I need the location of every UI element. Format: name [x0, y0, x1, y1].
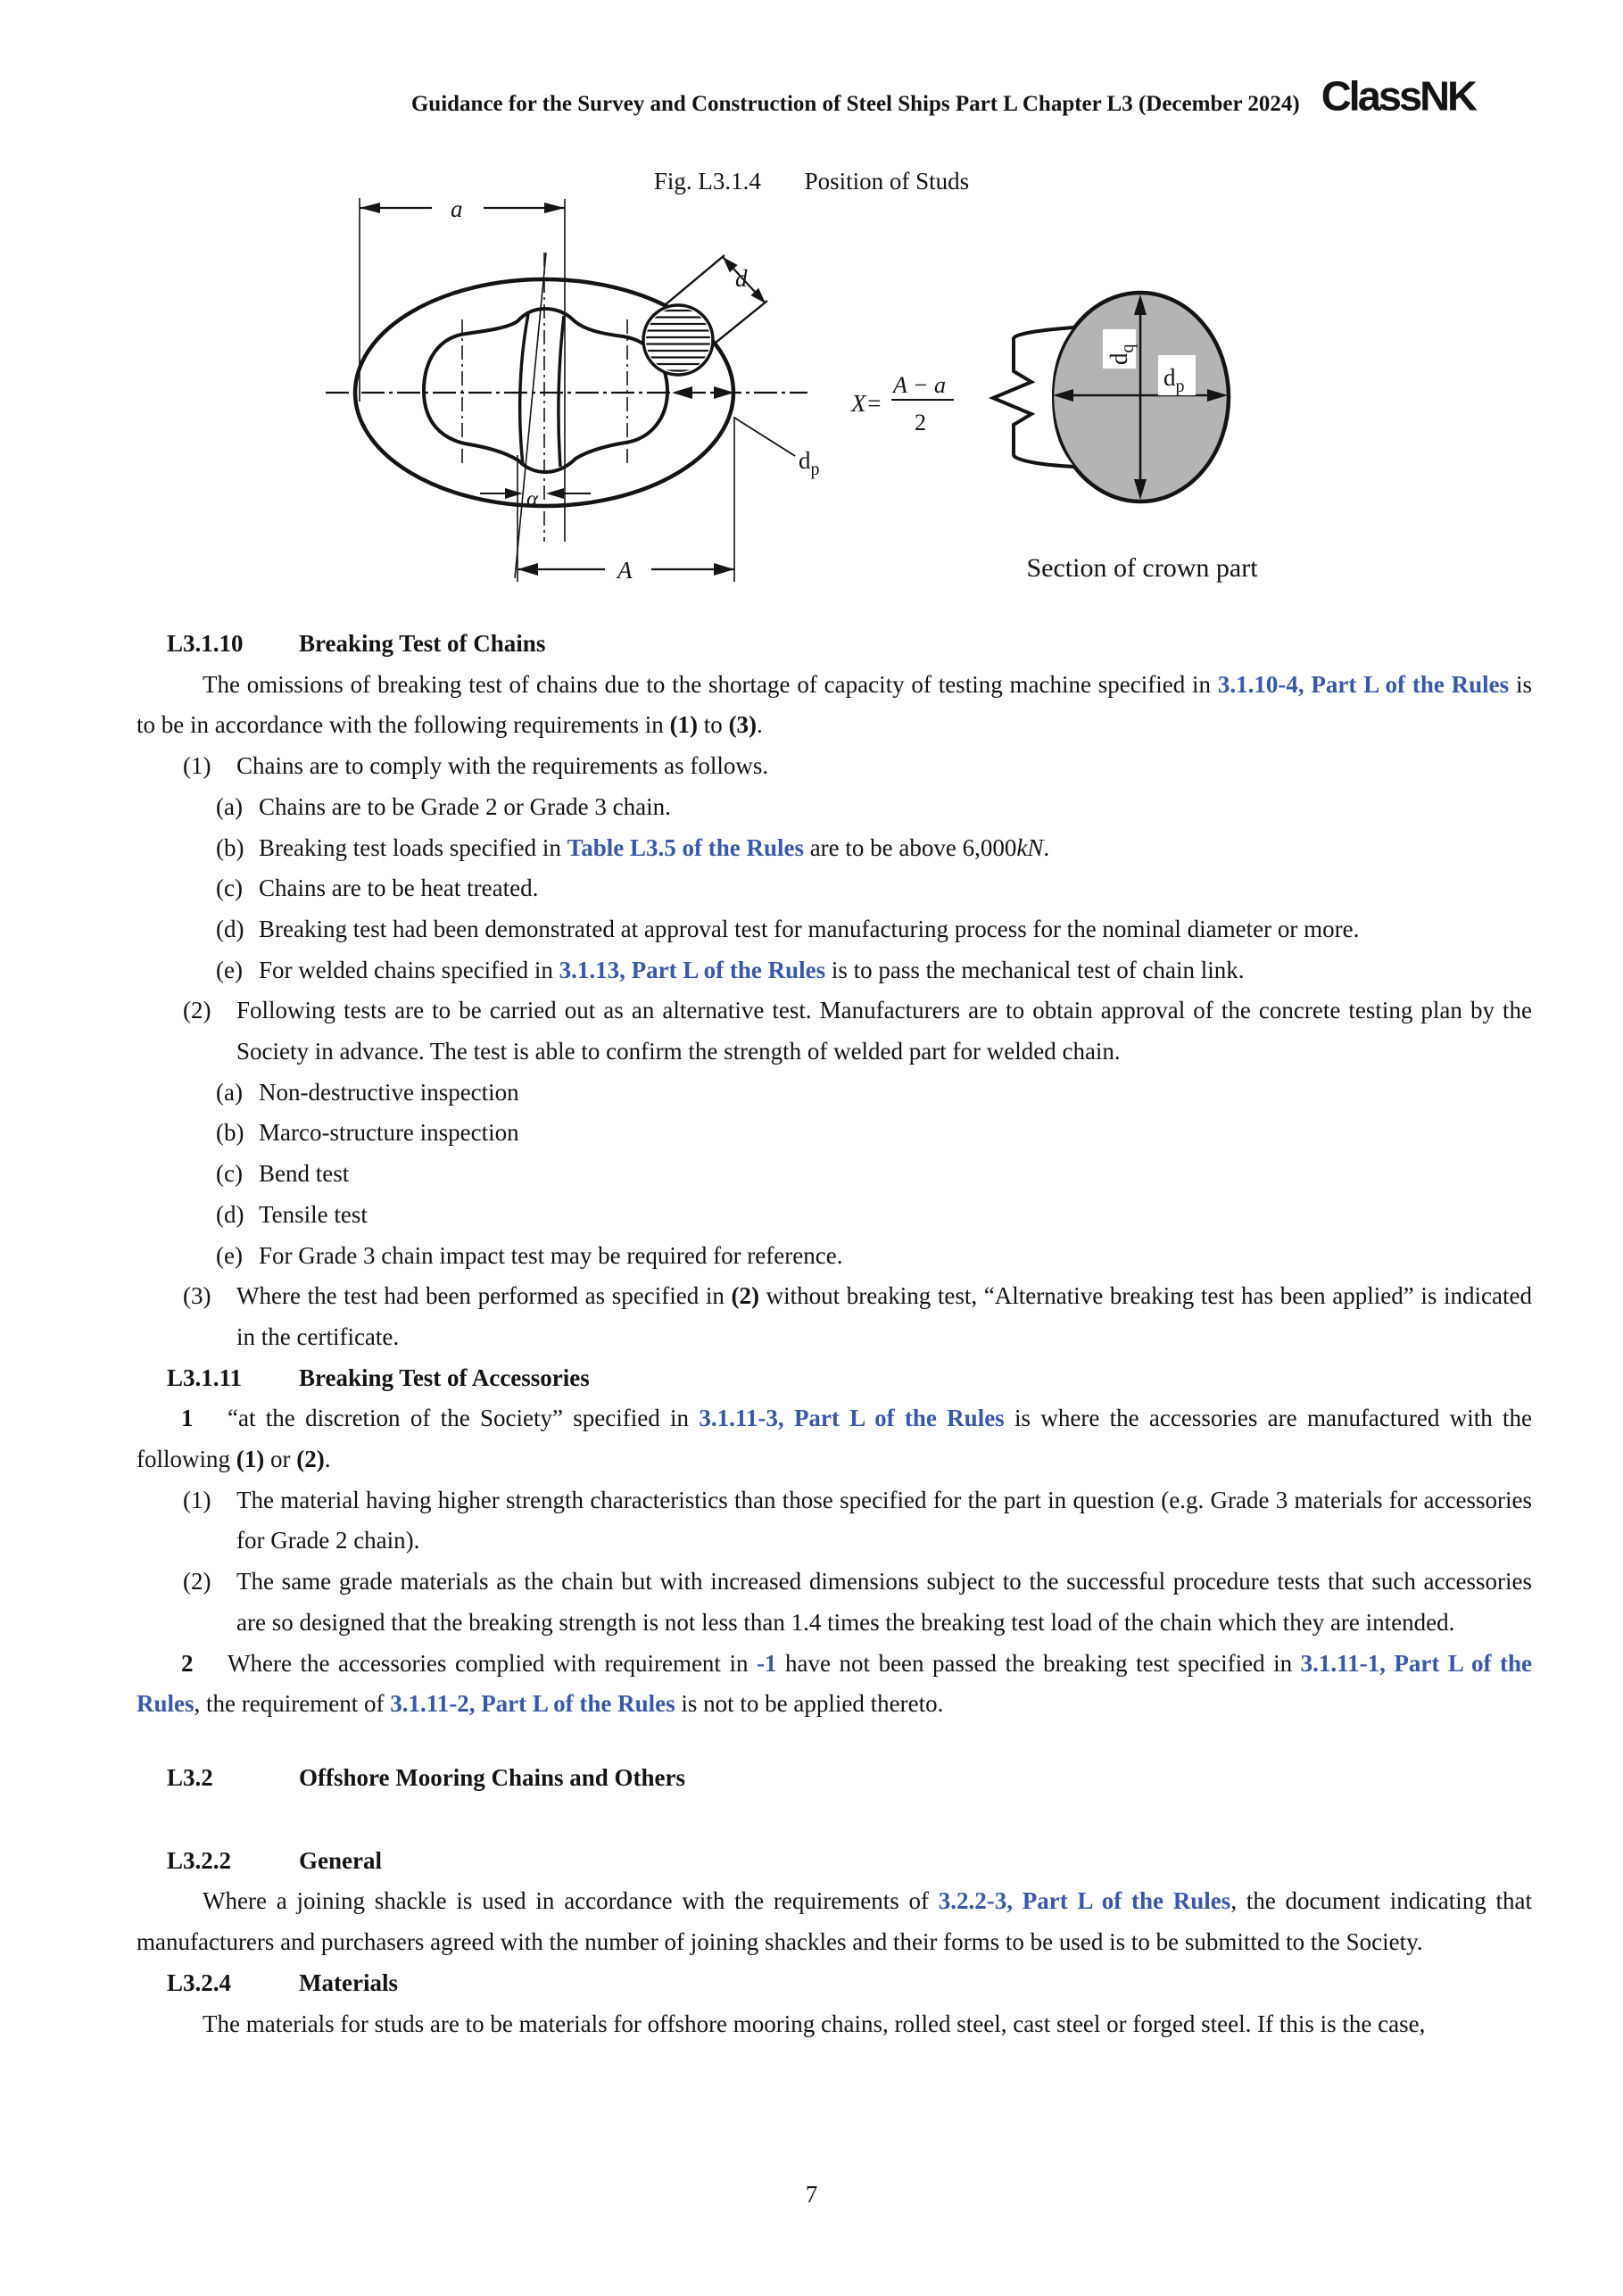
dim-dp-arrow-left [672, 386, 692, 399]
list-item-label: (b) [216, 833, 244, 861]
text-segment: Where the accessories complied with requirement in [228, 1649, 757, 1677]
text-segment: (3) [728, 711, 758, 739]
label-dq-crown: $d_q$ [1105, 344, 1138, 365]
text-segment: Where the test had been performed as specified in [236, 1282, 732, 1310]
text-segment: kN [1016, 833, 1044, 861]
figure-area [321, 196, 1338, 616]
dim-d-tangent-2 [711, 301, 767, 346]
sub-list-item [137, 1236, 1532, 1277]
list-item [137, 1562, 1532, 1643]
text-segment: is not to be applied thereto. [675, 1690, 944, 1718]
label-dp-crown: $d_p$ [1163, 364, 1185, 396]
alpha-arrow-left [505, 488, 523, 499]
sub-list-item [137, 1073, 1532, 1114]
dim-A-arrow-left [518, 563, 538, 576]
section-heading [137, 1841, 1532, 1882]
sub-list-item [137, 1154, 1532, 1195]
figure-caption-title: Position of Studs [804, 168, 970, 195]
list-item-label: (a) [216, 792, 243, 820]
text-segment: For Grade 3 chain impact test may be required for reference. [259, 1241, 843, 1269]
rule-reference: 3.1.11-1, Part L of the Rules [137, 1649, 1532, 1718]
text-segment: The material having higher strength characteristics than those specified for the part in question (e.g. Grade 3 materials for accessories for Grade 2 chain). [236, 1486, 1532, 1554]
text-segment: The omissions of breaking test of chains due to the shortage of capacity of testing machine specified in [203, 670, 1218, 698]
sub-list-item [137, 1195, 1532, 1236]
text-segment: Following tests are to be carried out as an alternative test. Manufacturers are to obtain approval of the concrete testing plan by the Society in advance. The test is able to confirm the strength of welded part for welded chain. [236, 997, 1532, 1065]
list-item-label: (e) [216, 1241, 243, 1269]
rule-reference: -1 [757, 1649, 777, 1677]
sub-list-item [137, 950, 1532, 991]
list-item-label: (1) [183, 752, 211, 780]
dim-a-arrow-right [544, 203, 565, 213]
label-a: a [451, 196, 463, 222]
sub-list-item [137, 787, 1532, 828]
text-segment: , the requirement of [194, 1690, 391, 1718]
text-segment: Tensile test [259, 1200, 368, 1228]
text-segment: Chains are to be heat treated. [259, 874, 539, 902]
label-A: A [617, 557, 633, 584]
formula-denominator: 2 [915, 410, 926, 435]
numbered-paragraph [137, 1398, 1532, 1480]
dim-A-arrow-right [714, 563, 734, 576]
chain-link-diagram [326, 198, 807, 582]
list-item-label: (d) [216, 915, 244, 942]
dim-dp-leader [734, 418, 795, 456]
sub-list-item [137, 909, 1532, 950]
stud-right-flank [559, 316, 564, 467]
list-item-label: (d) [216, 1200, 244, 1228]
list-item-label: (2) [183, 1568, 211, 1596]
numbered-paragraph [137, 1644, 1532, 1725]
section-heading [137, 1358, 1532, 1399]
paragraph-number: 1 [181, 1405, 194, 1432]
text-segment: Chains are to be Grade 2 or Grade 3 chain. [259, 792, 671, 820]
heading-title: Breaking Test of Accessories [299, 1364, 590, 1391]
rule-reference: 3.1.10-4, Part L of the Rules [1217, 670, 1510, 698]
paragraph [137, 2004, 1532, 2045]
text-segment: . [1043, 833, 1050, 861]
list-item [137, 991, 1532, 1072]
text-segment: is to pass the mechanical test of chain link. [825, 956, 1245, 983]
heading-number: L3.1.10 [167, 630, 244, 657]
paragraph [137, 1881, 1532, 1962]
list-item-label: (c) [216, 1160, 243, 1188]
list-item-label: (2) [183, 997, 211, 1024]
label-d: d [735, 265, 748, 292]
list-item-label: (b) [216, 1119, 244, 1147]
formula-x [850, 372, 954, 435]
heading-title: Offshore Mooring Chains and Others [299, 1763, 686, 1791]
paragraph [137, 665, 1532, 746]
text-segment: is to be in accordance with the following requirements in [137, 670, 1532, 739]
heading-number: L3.2 [167, 1763, 213, 1791]
page-number: 7 [805, 2181, 818, 2208]
list-item [137, 1480, 1532, 1562]
section-heading [137, 624, 1532, 665]
list-item-label: (e) [216, 956, 243, 983]
text-segment: The same grade materials as the chain but with increased dimensions subject to the successful procedure tests that such accessories are so designed that the breaking strength is not less than 1.4 times the breaking test load of the chain which they are intended. [236, 1568, 1532, 1636]
figure-caption [0, 168, 1623, 195]
header-title: Guidance for the Survey and Construction of Steel Ships Part L Chapter L3 (December 2024) [410, 92, 1300, 116]
list-item-label: (1) [183, 1486, 211, 1513]
section-heading [137, 1963, 1532, 2004]
text-segment: (1) [236, 1446, 265, 1473]
list-item [137, 1276, 1532, 1357]
text-segment: Breaking test had been demonstrated at approval test for manufacturing process for the nominal diameter or more. [259, 915, 1360, 942]
crown-section-diagram [993, 293, 1229, 501]
list-item-label: (c) [216, 874, 243, 902]
dim-d-tangent-1 [665, 255, 725, 305]
text-segment: Where a joining shackle is used in accordance with the requirements of [203, 1887, 939, 1915]
text-segment: to [698, 711, 729, 739]
rule-reference: 3.1.11-3, Part L of the Rules [699, 1405, 1005, 1432]
heading-title: General [299, 1846, 382, 1874]
text-segment: . [324, 1446, 331, 1473]
text-segment: . [757, 711, 763, 739]
formula-lhs: X= [851, 390, 882, 417]
label-alpha: α [526, 487, 539, 511]
text-segment: is where the accessories are manufactured with the following [137, 1405, 1532, 1473]
list-item-label: (a) [216, 1078, 243, 1106]
alpha-arrow-right [546, 488, 564, 499]
figure-caption-number: Fig. L3.1.4 [653, 168, 761, 195]
label-dp-link: $d_p$ [799, 447, 820, 479]
heading-title: Breaking Test of Chains [299, 630, 546, 657]
text-segment: (2) [731, 1282, 759, 1310]
text-segment: (2) [296, 1446, 325, 1473]
text-segment: , the document indicating that manufacturers and purchasers agreed with the number of joining shackles and their forms to be used is to be submitted to the Society. [137, 1887, 1533, 1956]
text-segment: Bend test [259, 1160, 350, 1188]
heading-number: L3.2.2 [167, 1846, 232, 1874]
text-segment: are to be above 6,000 [803, 833, 1017, 861]
text-segment: Breaking test loads specified in [259, 833, 567, 861]
rule-reference: 3.2.2-3, Part L of the Rules [938, 1887, 1231, 1915]
text-segment: (1) [669, 711, 699, 739]
text-segment: Chains are to comply with the requirements as follows. [236, 752, 769, 780]
text-segment: have not been passed the breaking test specified in [776, 1649, 1301, 1677]
position-of-studs-figure [321, 196, 1338, 616]
page-header [0, 72, 1475, 120]
text-segment: The materials for studs are to be materials for offshore mooring chains, rolled steel, cast steel or forged steel. If this is the case, [203, 2010, 1426, 2037]
text-segment: or [264, 1446, 297, 1473]
section-heading [137, 1758, 1532, 1799]
rule-reference: 3.1.13, Part L of the Rules [559, 956, 826, 983]
heading-title: Materials [299, 1969, 398, 1996]
classnk-logo: ClassNK [1321, 72, 1475, 120]
text-segment: Marco-structure inspection [259, 1119, 519, 1147]
text-segment: without breaking test, “Alternative breaking test has been applied” is indicated in the certificate. [236, 1282, 1532, 1350]
link-inner-contour [424, 309, 667, 472]
crown-caption: Section of crown part [1026, 553, 1258, 583]
heading-number: L3.2.4 [167, 1969, 232, 1996]
formula-numerator: A − a [893, 372, 946, 398]
text-segment: “at the discretion of the Society” specified in [228, 1405, 700, 1432]
text-segment: Non-destructive inspection [259, 1078, 519, 1106]
list-item [137, 746, 1532, 787]
sub-list-item [137, 1113, 1532, 1154]
dim-dp-arrow-right [714, 386, 734, 399]
sub-list-item [137, 868, 1532, 909]
sub-list-item [137, 828, 1532, 869]
paragraph-number: 2 [181, 1649, 194, 1677]
document-content [137, 624, 1532, 2044]
text-segment: For welded chains specified in [259, 956, 559, 983]
rule-reference: Table L3.5 of the Rules [567, 833, 804, 861]
page-footer [0, 2181, 1623, 2209]
list-item-label: (3) [183, 1282, 211, 1310]
dim-a-arrow-left [360, 203, 380, 213]
stud-left-flank [520, 314, 528, 465]
rule-reference: 3.1.11-2, Part L of the Rules [390, 1690, 675, 1718]
heading-number: L3.1.11 [167, 1364, 243, 1391]
